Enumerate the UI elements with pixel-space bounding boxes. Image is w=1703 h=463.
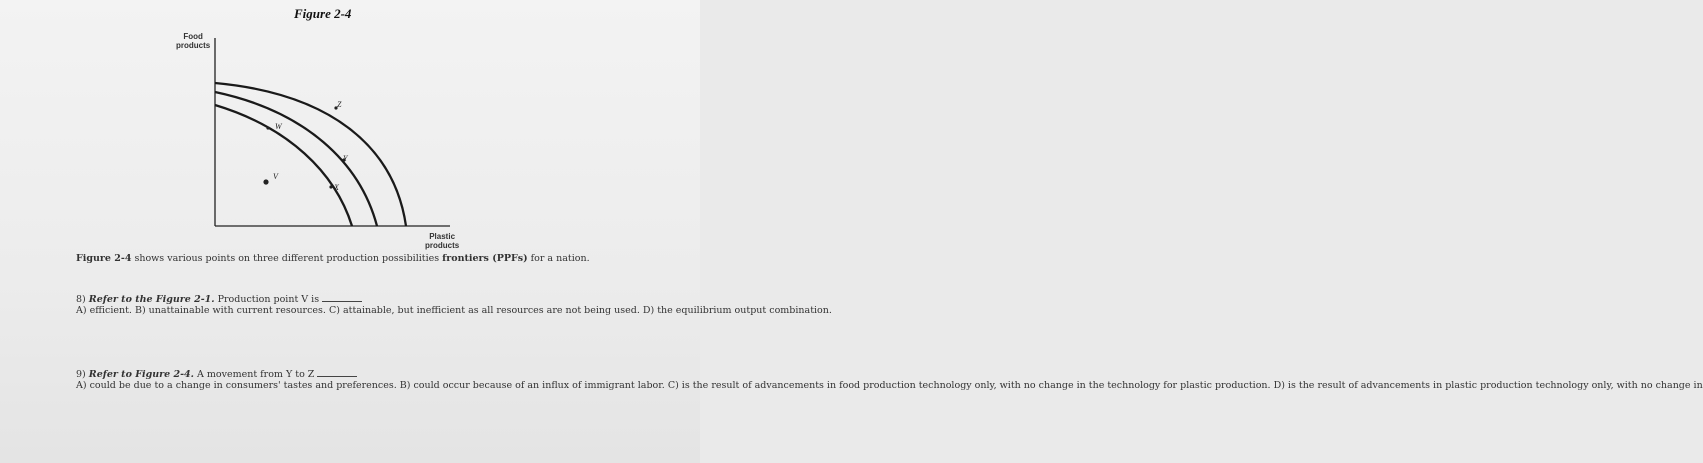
figure-ref: Figure 2-4 [76, 253, 132, 264]
q9-italic-stem: Refer to Figure 2-4. [88, 369, 194, 380]
point-v-label: V [273, 172, 278, 181]
q9-option-c[interactable]: C) is the result of advancements in food production technology only, with no change in the technology for [667, 380, 1178, 391]
point-w-marker [266, 126, 269, 129]
ppf-graph [0, 0, 700, 463]
point-x-marker [329, 185, 332, 188]
ppf-curve-inner [215, 105, 352, 226]
intro-tail: for a nation. [527, 253, 590, 264]
ppf-curve-middle [215, 92, 377, 226]
intro-text: shows various points on three different production possibilities [131, 253, 440, 264]
point-y-label: Y [343, 154, 348, 163]
q9-stem: A movement from Y to Z [193, 369, 315, 380]
q8-option-a[interactable]: A) efficient. [76, 305, 132, 316]
q9-option-c-continued: plastic production. [1180, 380, 1271, 391]
q9-number: 9) [76, 369, 86, 380]
q8-answer-blank[interactable] [322, 293, 362, 302]
ppf-curve-outer [215, 83, 406, 226]
question-9 [76, 368, 1703, 391]
q9-answer-blank[interactable] [317, 368, 357, 377]
point-v-marker [263, 179, 268, 184]
figure-title: Figure 2-4 [294, 6, 352, 21]
q8-option-b[interactable]: B) unattainable with current resources. [134, 305, 326, 316]
point-x-label: X [334, 183, 339, 192]
q8-stem: Production point V is [214, 294, 320, 305]
q9-option-a[interactable]: A) could be due to a change in consumers' tastes and preferences. [76, 380, 397, 391]
point-z-label: Z [337, 100, 342, 109]
y-axis-label: Food products [176, 32, 211, 50]
intro-bold: frontiers (PPFs) [442, 253, 528, 264]
q9-option-b[interactable]: B) could occur because of an influx of immigrant labor. [399, 380, 665, 391]
q8-italic-stem: Refer to the Figure 2-1. [88, 294, 215, 305]
q8-option-d[interactable]: D) the equilibrium output combination. [642, 305, 832, 316]
q8-option-c[interactable]: C) attainable, but inefficient as all resources are not being used. [328, 305, 640, 316]
q9-option-d[interactable]: D) is the result of advancements in plastic production technology only, with no change in [1273, 380, 1703, 391]
question-8 [76, 293, 832, 316]
x-axis-label: Plastic products [425, 232, 460, 250]
figure-description [76, 253, 596, 264]
point-w-label: W [275, 122, 282, 131]
q8-number: 8) [76, 294, 86, 305]
